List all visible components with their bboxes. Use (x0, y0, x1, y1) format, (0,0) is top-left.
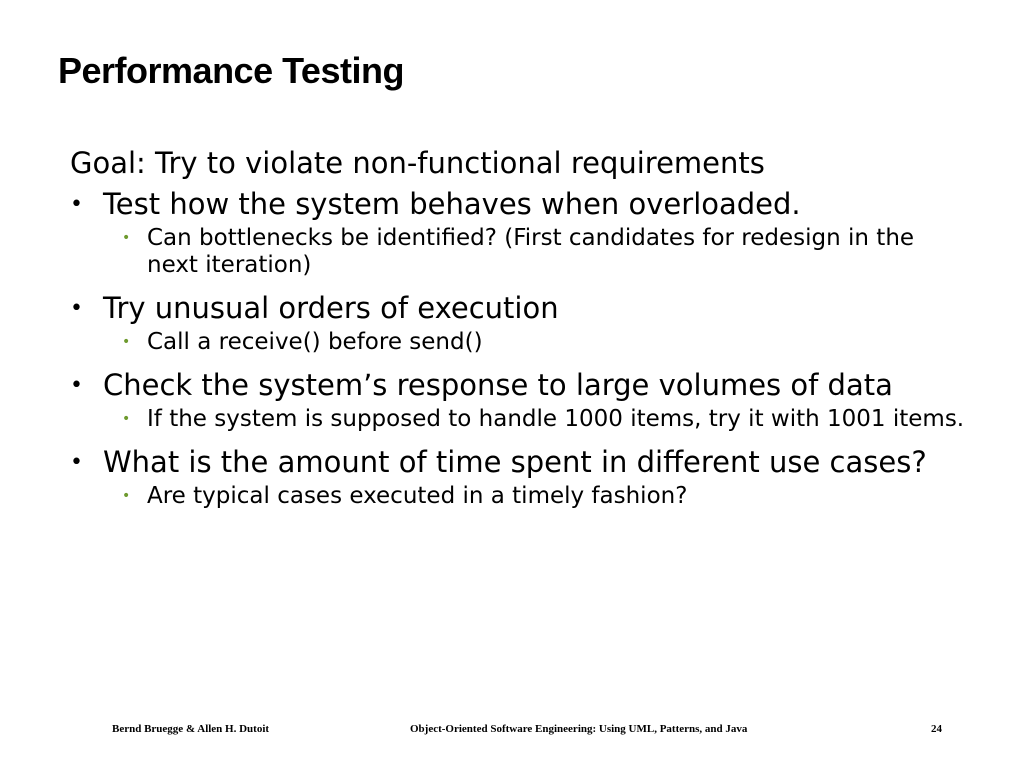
sub-bullet-marker: • (122, 334, 131, 350)
bullet-marker: • (70, 450, 83, 475)
bullet-text: Try unusual orders of execution (103, 291, 559, 325)
sub-bullet-marker: • (122, 488, 131, 504)
sub-bullet-text: If the system is supposed to handle 1000 items, try it with 1001 items. (147, 406, 965, 432)
sub-bullet-text: Call a receive() before send() (147, 329, 483, 355)
footer-book-title: Object-Oriented Software Engineering: Using UML, Patterns, and Java (410, 723, 748, 735)
bullet-marker: • (70, 373, 83, 398)
bullet-3 (70, 369, 970, 402)
goal-text: Goal: Try to violate non-functional requirements (70, 146, 765, 180)
footer-page-number: 24 (931, 723, 942, 735)
bullet-text: Check the system’s response to large volumes of data (103, 368, 893, 402)
slide-title: Performance Testing (58, 50, 404, 91)
bullet-1 (70, 188, 970, 221)
sub-bullet-text: Are typical cases executed in a timely fashion? (147, 483, 688, 509)
sub-bullet-2-1 (70, 329, 970, 356)
sub-bullet-1-1 (70, 225, 970, 279)
sub-bullet-3-1 (70, 406, 970, 433)
bullet-marker: • (70, 192, 83, 217)
bullet-2 (70, 292, 970, 325)
bullet-4 (70, 446, 970, 479)
slide-body (70, 143, 970, 523)
bullet-text: What is the amount of time spent in different use cases? (103, 445, 927, 479)
sub-bullet-marker: • (122, 230, 131, 246)
footer-authors: Bernd Bruegge & Allen H. Dutoit (112, 723, 270, 735)
sub-bullet-text: Can bottlenecks be identified? (First candidates for redesign in the next iteration) (147, 225, 915, 278)
bullet-text: Test how the system behaves when overloaded. (103, 187, 801, 221)
bullet-marker: • (70, 296, 83, 321)
sub-bullet-4-1 (70, 483, 970, 510)
sub-bullet-marker: • (122, 411, 131, 427)
